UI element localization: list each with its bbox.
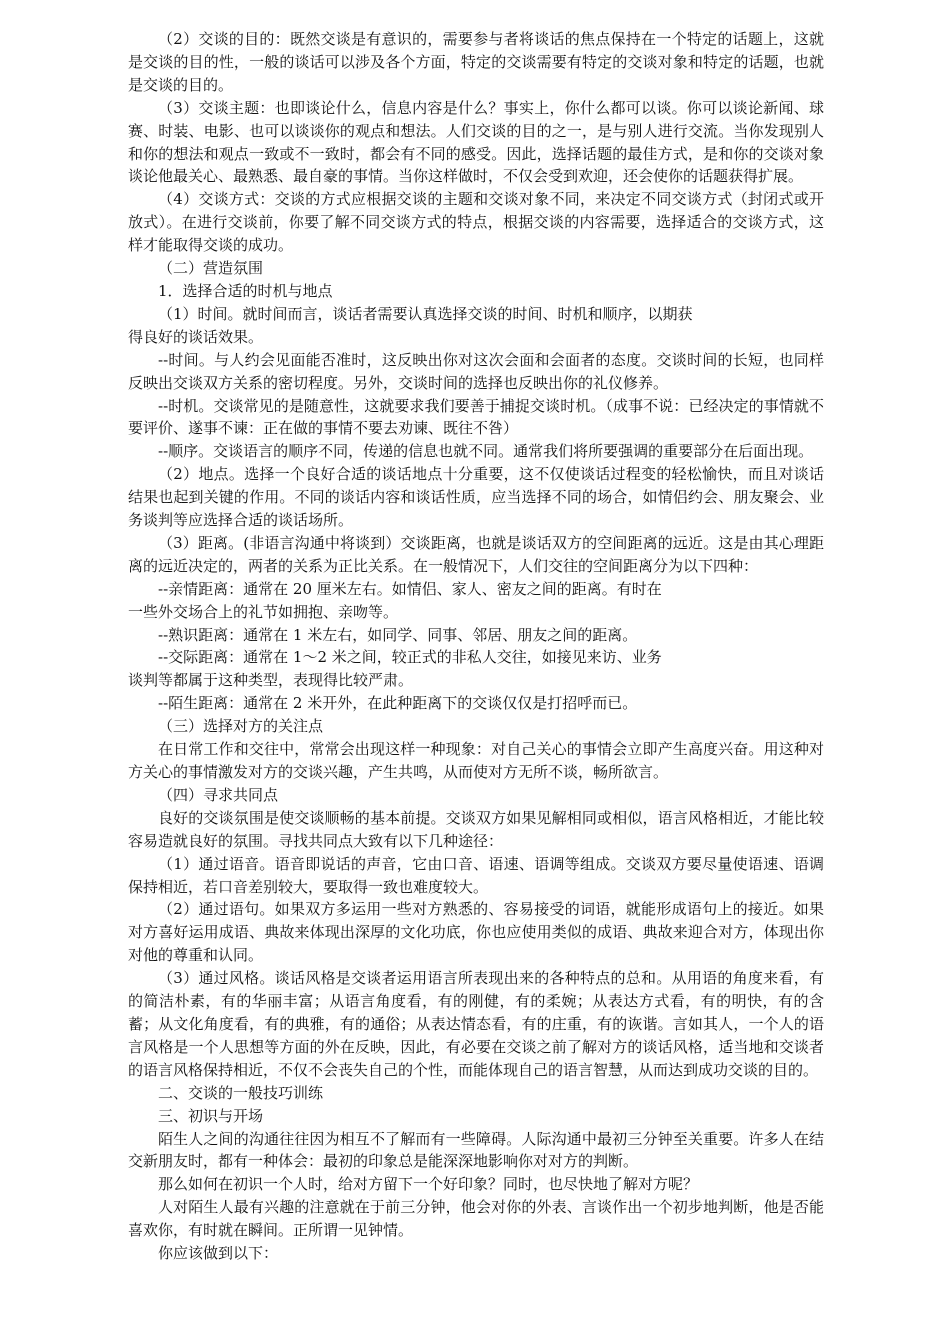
chapter-heading: 三、初识与开场 xyxy=(158,1106,264,1125)
section-heading: （二）营造氛围 xyxy=(158,259,264,278)
paragraph-continuation: 得良好的谈话效果。 xyxy=(128,327,264,346)
paragraph: 人对陌生人最有兴趣的注意就在于前三分钟，他会对你的外表、言谈作出一个初步地判断，他是否能喜欢你，有时就在瞬间。正所谓一见钟情。 xyxy=(128,1198,824,1240)
paragraph: （3）距离。(非语言沟通中将谈到）交谈距离，也就是谈话双方的空间距离的远近。这是由其心理距离的远近决定的，两者的关系为正比关系。在一般情况下，人们交往的空间距离分为以下四种： xyxy=(128,533,824,575)
paragraph: （2）交谈的目的：既然交谈是有意识的，需要参与者将谈话的焦点保持在一个特定的话题上，这就是交谈的目的性，一般的谈话可以涉及各个方面，特定的交谈需要有特定的交谈对象和特定的话题，也就是交谈的目的。 xyxy=(128,30,824,94)
paragraph: 良好的交谈氛围是使交谈顺畅的基本前提。交谈双方如果见解相同或相似，语言风格相近，才能比较容易造就良好的氛围。寻找共同点大致有以下几种途径： xyxy=(128,808,824,850)
section-heading: （三）选择对方的关注点 xyxy=(158,717,324,736)
paragraph: 那么如何在初识一个人时，给对方留下一个好印象？同时，也尽快地了解对方呢？ xyxy=(158,1175,699,1194)
paragraph: （4）交谈方式：交谈的方式应根据交谈的主题和交谈对象不同，来决定不同交谈方式（封闭式或开放式）。在进行交谈前，你要了解不同交谈方式的特点，根据交谈的内容需要，选择适合的交谈方式，这样才能取得交谈的成功。 xyxy=(128,190,824,255)
paragraph: （1）时间。就时间而言，谈话者需要认真选择交谈的时间、时机和顺序，以期获 xyxy=(158,304,693,323)
paragraph: （3）通过风格。谈话风格是交谈者运用语言所表现出来的各种特点的总和。从用语的角度来看，有的简洁朴素，有的华丽丰富；从语言角度看，有的刚健，有的柔婉；从表达方式看，有的明快，有的含蓄；从文化角度看，有的典雅，有的通俗；从表达情态看，有的庄重，有的诙谐。言如其人，一个人的语言风格是一个人思想等方面的外在反映，因此，有必要在交谈之前了解对方的谈话风格，适当地和交谈者的语言风格保持相近，不仅不会丧失自己的个性，而能体现自己的语言智慧，从而达到成功交谈的目的。 xyxy=(128,969,824,1079)
paragraph: 你应该做到以下： xyxy=(158,1244,279,1263)
paragraph: （3）交谈主题：也即谈论什么，信息内容是什么？事实上，你什么都可以谈。你可以谈论新闻、球赛、时装、电影、也可以谈谈你的观点和想法。人们交谈的目的之一，是与别人进行交流。当你发现别人和你的想法和观点一致或不一致时，都会有不同的感受。因此，选择话题的最佳方式，是和你的交谈对象谈论他最关心、最熟悉、最自豪的事情。当你这样做时，不仅会受到欢迎，还会使你的话题获得扩展。 xyxy=(128,98,824,186)
paragraph: （1）通过语音。语音即说话的声音，它由口音、语速、语调等组成。交谈双方要尽量使语速、语调保持相近，若口音差别较大，要取得一致也难度较大。 xyxy=(128,854,824,896)
paragraph: 陌生人之间的沟通往往因为相互不了解而有一些障碍。人际沟通中最初三分钟至关重要。许多人在结交新朋友时，都有一种体会：最初的印象总是能深深地影响你对对方的判断。 xyxy=(128,1129,824,1171)
paragraph: --陌生距离：通常在 2 米开外，在此种距离下的交谈仅仅是打招呼而已。 xyxy=(158,694,638,713)
subsection-heading: 1．选择合适的时机与地点 xyxy=(158,281,333,300)
chapter-heading: 二、交谈的一般技巧训练 xyxy=(158,1083,324,1102)
paragraph: （2）通过语句。如果双方多运用一些对方熟悉的、容易接受的词语，就能形成语句上的接近。如果对方喜好运用成语、典故来体现出深厚的文化功底，你也应使用类似的成语、典故来迎合对方，体现出你对他的尊重和认同。 xyxy=(128,900,824,965)
paragraph: --时间。与人约会见面能否准时，这反映出你对这次会面和会面者的态度。交谈时间的长短，也同样反映出交谈双方关系的密切程度。另外，交谈时间的选择也反映出你的礼仪修养。 xyxy=(128,350,824,392)
paragraph: --亲情距离：通常在 20 厘米左右。如情侣、家人、密友之间的距离。有时在 xyxy=(158,579,662,598)
paragraph-continuation: 一些外交场合上的礼节如拥抱、亲吻等。 xyxy=(128,602,399,621)
document-page xyxy=(128,28,824,1265)
paragraph: --交际距离：通常在 1～2 米之间，较正式的非私人交往，如接见来访、业务 xyxy=(158,648,662,667)
paragraph: 在日常工作和交往中，常常会出现这样一种现象：对自己关心的事情会立即产生高度兴奋。用这种对方关心的事情激发对方的交谈兴趣，产生共鸣，从而使对方无所不谈，畅所欲言。 xyxy=(128,740,824,781)
paragraph-continuation: 谈判等都属于这种类型，表现得比较严肃。 xyxy=(128,671,414,690)
section-heading: （四）寻求共同点 xyxy=(158,785,279,804)
paragraph: --时机。交谈常见的是随意性，这就要求我们要善于捕捉交谈时机。（成事不说：已经决定的事情就不要评价、遂事不谏：正在做的事情不要去劝谏、既往不咎） xyxy=(128,396,824,438)
paragraph: --熟识距离：通常在 1 米左右，如同学、同事、邻居、朋友之间的距离。 xyxy=(158,625,638,644)
paragraph: --顺序。交谈语言的顺序不同，传递的信息也就不同。通常我们将所要强调的重要部分在后面出现。 xyxy=(158,442,814,461)
paragraph: （2）地点。选择一个良好合适的谈话地点十分重要，这不仅使谈话过程变的轻松愉快，而且对谈话结果也起到关键的作用。不同的谈话内容和谈话性质，应当选择不同的场合，如情侣约会、朋友聚会、业务谈判等应选择合适的谈话场所。 xyxy=(128,465,824,530)
